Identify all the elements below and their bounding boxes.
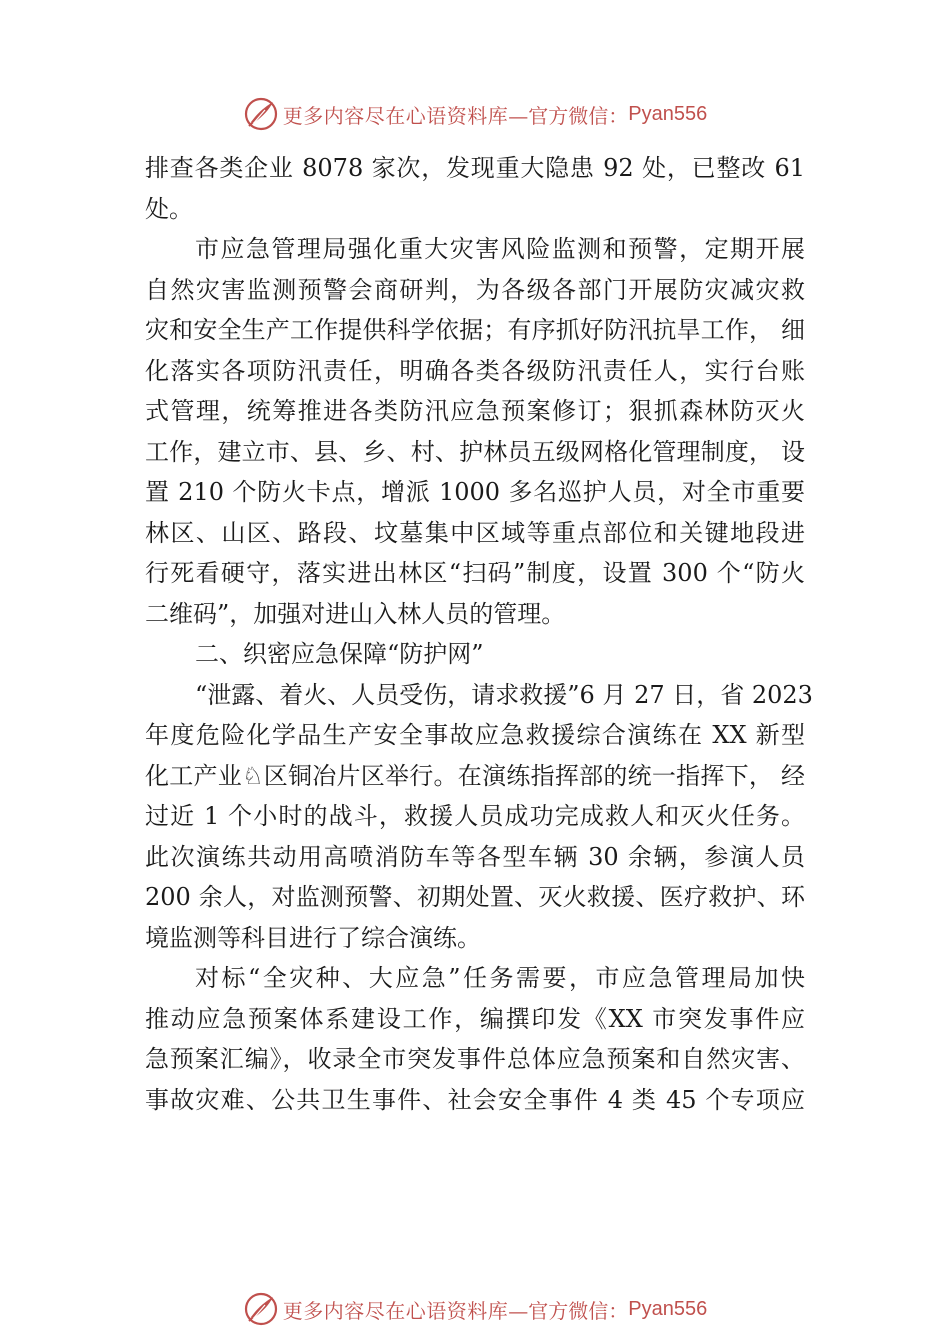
text-line: 事故灾难、公共卫生事件、社会安全事件 4 类 45 个专项应 [145, 1085, 805, 1114]
text-line: 行死看硬守，落实进出林区“扫码”制度，设置 300 个“防火 [145, 559, 805, 587]
text-line: 化工产业♘区铜冶片区举行。在演练指挥部的统一指挥下， 经 [145, 761, 805, 790]
text-line: 二维码”，加强对进山入林人员的管理。 [145, 599, 566, 628]
text-line: 此次演练共动用高喷消防车等各型车辆 30 余辆，参演人员 [145, 842, 805, 871]
text-line: 境监测等科目进行了综合演练。 [145, 923, 481, 952]
paragraph [145, 675, 813, 959]
text-line: 对标“全灾种、大应急”任务需要，市应急管理局加快 [195, 964, 805, 992]
text-line: 工作，建立市、县、乡、村、护林员五级网格化管理制度， 设 [145, 437, 805, 466]
paragraph [145, 229, 805, 634]
quill-logo-icon [243, 96, 279, 132]
paragraph [145, 958, 805, 1120]
text-line: 自然灾害监测预警会商研判，为各级各部门开展防灾减灾救 [145, 275, 805, 304]
text-line: “泄露、着火、人员受伤，请求救援”6 月 27 日，省 2023 [195, 680, 813, 709]
watermark-separator: —官方微信： [508, 103, 629, 128]
heading-text: 二、织密应急保障“防护网” [195, 640, 484, 668]
watermark-separator: —官方微信： [508, 1298, 629, 1323]
text-line: 置 210 个防火卡点，增派 1000 多名巡护人员，对全市重要 [145, 478, 805, 506]
text-line: 急预案汇编》，收录全市突发事件总体应急预案和自然灾害、 [145, 1045, 805, 1073]
quill-logo-icon [243, 1291, 279, 1327]
text-line: 式管理，统筹推进各类防汛应急预案修订；狠抓森林防灭火 [145, 397, 805, 425]
watermark-wechat-id: Pyan556 [628, 1297, 708, 1320]
footer-watermark [0, 1289, 950, 1329]
watermark-cn-text: 更多内容尽在心语资料库 [282, 1298, 509, 1323]
watermark-wechat-id: Pyan556 [628, 102, 708, 125]
text-line: 处。 [145, 194, 193, 223]
text-line: 排查各类企业 8078 家次，发现重大隐患 92 处，已整改 61 [145, 154, 805, 182]
section-heading [145, 634, 805, 675]
paragraph [145, 148, 805, 229]
text-line: 灾和安全生产工作提供科学依据；有序抓好防汛抗旱工作， 细 [145, 316, 805, 344]
text-line: 林区、山区、路段、坟墓集中区域等重点部位和关键地段进 [145, 518, 805, 547]
text-line: 200 余人，对监测预警、初期处置、灭火救援、医疗救护、环 [145, 883, 805, 911]
document-body [145, 148, 813, 1120]
text-line: 化落实各项防汛责任，明确各类各级防汛责任人，实行台账 [145, 356, 805, 385]
text-line: 推动应急预案体系建设工作，编撰印发《XX 市突发事件应 [145, 1004, 805, 1033]
watermark-cn-text: 更多内容尽在心语资料库 [282, 103, 509, 128]
text-line: 过近 1 个小时的战斗，救援人员成功完成救人和灭火任务。 [145, 802, 805, 830]
header-watermark [0, 94, 950, 134]
text-line: 年度危险化学品生产安全事故应急救援综合演练在 XX 新型 [145, 721, 805, 749]
text-line: 市应急管理局强化重大灾害风险监测和预警，定期开展 [195, 235, 805, 263]
